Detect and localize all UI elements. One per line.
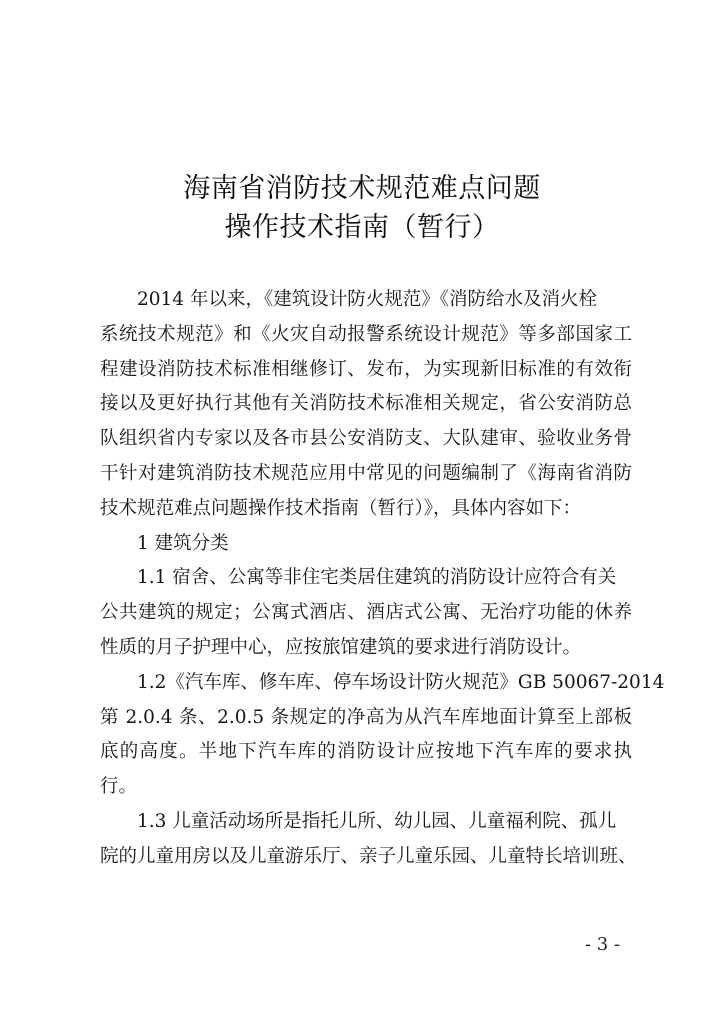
section-heading: 1 建筑分类: [137, 532, 229, 554]
clause-1-2-line: 第 2.0.4 条、2.0.5 条规定的净高为从汽车库地面计算至上部板: [100, 706, 632, 728]
paragraph-intro-line: 2014 年以来，《建筑设计防火规范》《消防给水及消火栓: [137, 289, 597, 310]
paragraph-intro-line: 队组织省内专家以及各市县公安消防支、大队建审、验收业务骨: [100, 428, 632, 450]
clause-1-1-line: 1.1 宿舍、公寓等非住宅类居住建筑的消防设计应符合有关: [137, 567, 617, 589]
paragraph-intro-line: 系统技术规范》和《火灾自动报警系统设计规范》等多部国家工: [100, 323, 632, 345]
clause-1-3-line: 1.3 儿童活动场所是指托儿所、幼儿园、儿童福利院、孤儿: [137, 810, 617, 832]
paragraph-intro-line: 程建设消防技术标准相继修订、发布，为实现新旧标准的有效衔: [100, 358, 632, 380]
paragraph-intro-line: 干针对建筑消防技术规范应用中常见的问题编制了《海南省消防: [100, 462, 632, 484]
paragraph-intro-line: 接以及更好执行其他有关消防技术标准相关规定，省公安消防总: [100, 393, 632, 415]
clause-1-2-line: 底的高度。半地下汽车库的消防设计应按地下汽车库的要求执: [100, 741, 632, 763]
clause-1-3-line: 院的儿童用房以及儿童游乐厅、亲子儿童乐园、儿童特长培训班、: [100, 845, 637, 867]
clause-1-1-line: 公共建筑的规定；公寓式酒店、酒店式公寓、无治疗功能的休养: [100, 602, 632, 624]
paragraph-intro-line: 技术规范难点问题操作技术指南（暂行）》，具体内容如下：: [100, 497, 582, 519]
clause-1-2-line: 行。: [100, 776, 138, 798]
document-body: [100, 283, 665, 875]
page-number: - 3 -: [584, 934, 620, 955]
clause-1-2-line: 1.2《汽车库、修车库、停车场设计防火规范》GB 50067-2014: [137, 671, 665, 693]
clause-1-1-line: 性质的月子护理中心，应按旅馆建筑的要求进行消防设计。: [100, 636, 582, 658]
document-title-line-2: 操作技术指南（暂行）: [224, 212, 500, 243]
document-title-line-1: 海南省消防技术规范难点问题: [183, 173, 541, 204]
